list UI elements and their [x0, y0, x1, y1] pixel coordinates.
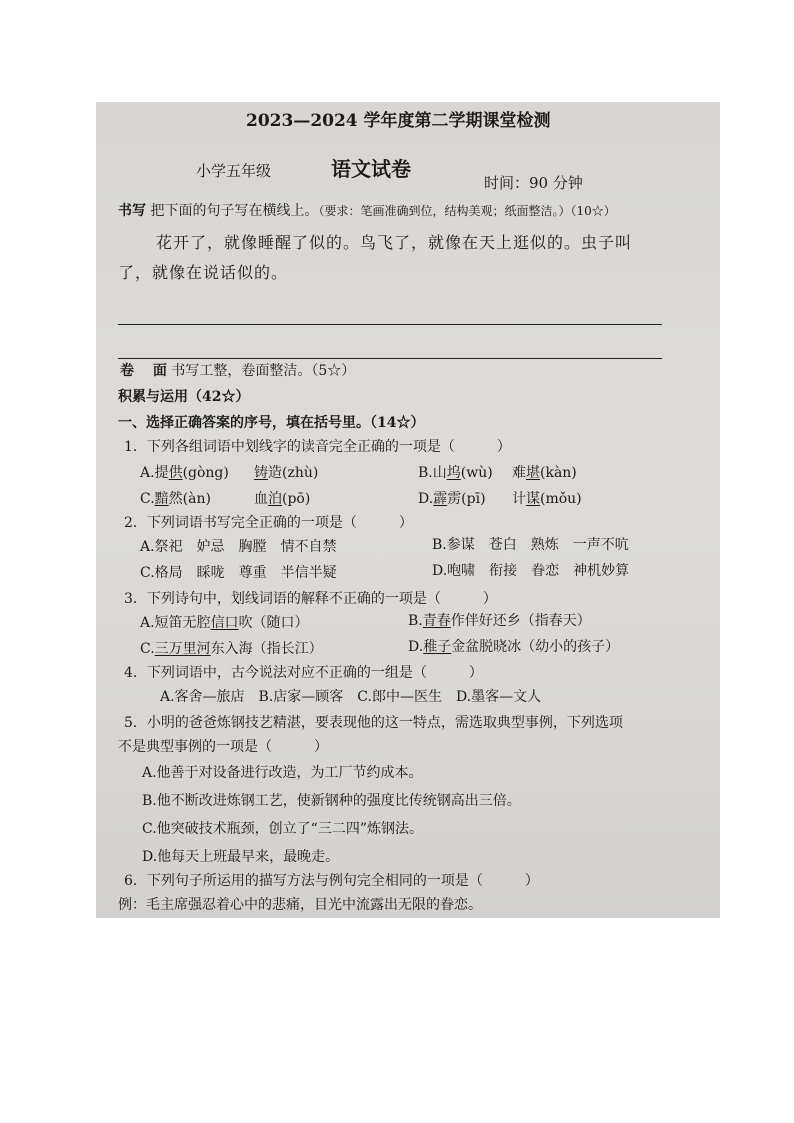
q1-option-d: D.霹雳(pī)	[418, 491, 486, 507]
question-6-stem: 6．下列句子所运用的描写方法与例句完全相同的一项是（ ）	[124, 873, 539, 889]
question-2-stem: 2．下列词语书写完全正确的一项是（ ）	[124, 515, 413, 531]
juanmian-text: 书写工整，卷面整洁。（5☆）	[171, 363, 356, 379]
section-accumulation: 积累与运用（42☆）	[118, 389, 250, 405]
q5-option-d: D.他每天上班最早来，最晚走。	[142, 849, 340, 865]
q3-option-c: C.三万里河东入海（指长江）	[140, 641, 323, 657]
writing-instruction-text: 把下面的句子写在横线上。	[150, 203, 319, 219]
juanmian-row	[120, 362, 355, 380]
q1-option-c2: 血泊(pō)	[254, 491, 311, 507]
subject-title: 语文试卷	[331, 157, 411, 181]
copy-text-line1: 花开了，就像睡醒了似的。鸟飞了，就像在天上逛似的。虫子叫	[156, 233, 633, 252]
writing-instruction	[118, 202, 616, 220]
copy-text-line2: 了，就像在说话似的。	[118, 263, 289, 282]
q1-option-b2: 难堪(kàn)	[512, 465, 577, 481]
q3-option-d: D.稚子金盆脱晓冰（幼小的孩子）	[408, 639, 620, 655]
time-limit: 时间：90 分钟	[484, 174, 583, 192]
q4-options: A.客舍—旅店 B.店家—顾客 C.郎中—医生 D.墨客—文人	[160, 689, 542, 705]
q1-option-a2: 铸造(zhù)	[254, 465, 319, 481]
exam-title: 2023—2024 学年度第二学期课堂检测	[246, 111, 551, 131]
question-1-stem: 1．下列各组词语中划线字的读音完全正确的一项是（ ）	[124, 439, 511, 455]
writing-label: 书写	[118, 203, 146, 219]
q1-option-b: B.山坞(wù)	[418, 465, 493, 481]
writing-requirement: （要求：笔画准确到位，结构美观；纸面整洁。）（10☆）	[318, 204, 616, 218]
q1-option-a: A.提供(gòng)	[140, 465, 229, 481]
part-one-heading: 一、选择正确答案的序号，填在括号里。（14☆）	[118, 415, 425, 431]
q3-option-b: B.青春作伴好还乡（指春天）	[408, 613, 591, 629]
q1-option-d2: 计谋(mǒu)	[512, 491, 582, 507]
writing-line-2	[118, 358, 662, 359]
q2-option-d: D.咆啸 衔接 眷恋 神机妙算	[432, 563, 630, 579]
q3-option-a: A.短笛无腔信口吹（随口）	[140, 615, 309, 631]
exam-paper-photo	[96, 102, 720, 918]
question-4-stem: 4．下列词语中，古今说法对应不正确的一组是（ ）	[124, 665, 483, 681]
q1-option-c: C.黯然(àn)	[140, 491, 211, 507]
q6-example: 例：毛主席强忍着心中的悲痛，目光中流露出无限的眷恋。	[118, 897, 482, 913]
q5-option-a: A.他善于对设备进行改造，为工厂节约成本。	[142, 765, 423, 781]
question-5-stem-line2: 不是典型事例的一项是（ ）	[118, 739, 328, 755]
q5-option-b: B.他不断改进炼钢工艺，使新钢种的强度比传统钢高出三倍。	[142, 793, 521, 809]
question-5-stem-line1: 5．小明的爸爸炼钢技艺精湛，要表现他的这一特点，需选取典型事例，下列选项	[124, 715, 623, 731]
q5-option-c: C.他突破技术瓶颈，创立了“三二四”炼钢法。	[142, 821, 423, 837]
grade-label: 小学五年级	[196, 162, 272, 180]
q2-option-b: B.参谋 苍白 熟炼 一声不吭	[432, 537, 629, 553]
juanmian-label: 卷 面	[120, 363, 167, 379]
q2-option-a: A.祭祀 妒忌 胸膛 情不自禁	[140, 539, 337, 555]
writing-line-1	[118, 324, 662, 325]
q2-option-c: C.格局 睬咙 尊重 半信半疑	[140, 565, 337, 581]
question-3-stem: 3．下列诗句中，划线词语的解释不正确的一项是（ ）	[124, 591, 497, 607]
